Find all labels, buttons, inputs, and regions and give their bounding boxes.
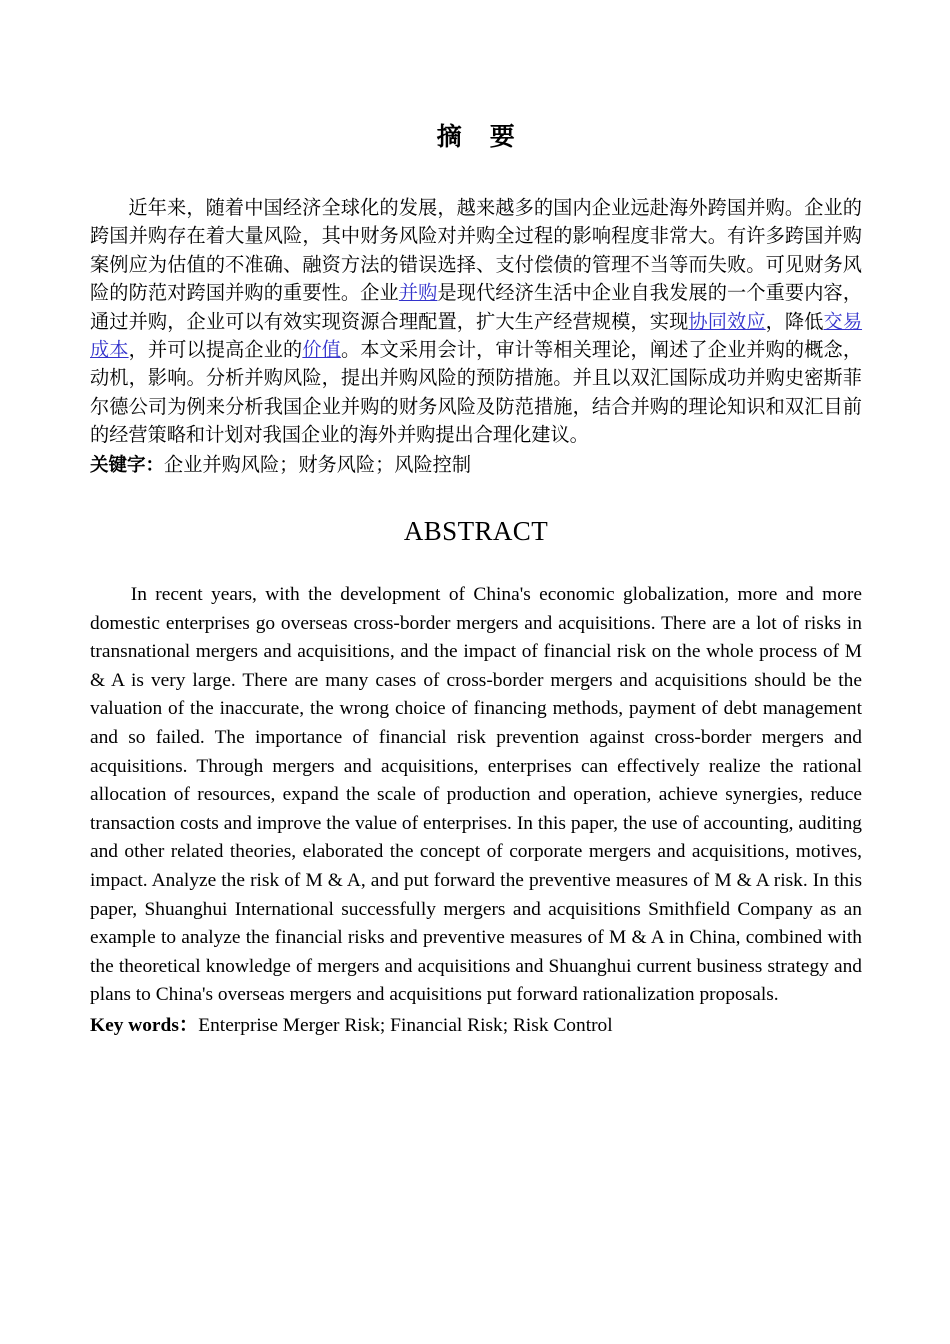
english-keywords-line [90, 1010, 862, 1041]
paragraph-text-run: 近年来，随着中国经济全球化的发展，越来越多的国内企业远赴海外跨国并购。企业的跨国并购存在着大量风险，其中财务风险对并购全过程的影响程度非常大。有许多跨国并购案例应为估值的不准确、融资方法的错误选择、支付偿债的管理不当等而失败。可见财务风险的防范对跨国并购的重要性。企业 [90, 196, 862, 305]
chinese-abstract-title: 摘 要 [436, 122, 516, 151]
inline-hyperlink[interactable]: 协同效应 [688, 309, 766, 333]
english-keywords-label: Key words： [90, 1014, 199, 1036]
english-keywords-value: Enterprise Merger Risk; Financial Risk; Risk Control [198, 1014, 613, 1036]
chinese-keywords-value: 企业并购风险；财务风险；风险控制 [164, 452, 472, 476]
paragraph-text-run: 是现代经济生活中企业自我发展的一个重要内容，通过并购，企业可以有效实现资源合理配置，扩大生产经营规模，实现 [90, 281, 863, 333]
inline-hyperlink[interactable]: 价值 [302, 338, 341, 362]
paragraph-text-run: 。本文采用会计，审计等相关理论，阐述了企业并购的概念，动机，影响。分析并购风险，提出并购风险的预防措施。并且以双汇国际成功并购史密斯菲尔德公司为例来分析我国企业并购的财务风险及防范措施，结合并购的理论知识和双汇目前的经营策略和计划对我国企业的海外并购提出合理化建议。 [90, 338, 863, 447]
inline-hyperlink[interactable]: 交易成本 [90, 309, 863, 362]
chinese-keywords-label: 关键字： [90, 454, 165, 476]
paragraph-text-run: ，降低 [765, 309, 824, 333]
chinese-abstract-paragraph [90, 152, 862, 450]
paragraph-text-run: ，并可以提高企业的 [128, 338, 303, 362]
english-abstract-paragraph: In recent years, with the development of China's economic globalization, more and more domestic enterprises go overseas cross-border mergers and acquisitions. There are a lot of risks in transnational mergers and acquisitions, and the impact of financial risk on the whole process of M & A is very large. There are many cases of cross-border mergers and acquisitions should be the valuation of the inaccurate, the wrong choice of financing methods, payment of debt management and so failed. The importance of financial risk prevention against cross-border mergers and acquisitions. Through mergers and acquisitions, enterprises can effectively realize the rational allocation of resources, expand the scale of production and operation, achieve synergies, reduce transaction costs and improve the value of enterprises. In this paper, the use of accounting, auditing and other related theories, elaborated the concept of corporate mergers and acquisitions, motives, impact. Analyze the risk of M & A, and put forward the preventive measures of M & A risk. In this paper, Shuanghui International successfully mergers and acquisitions Smithfield Company as an example to analyze the financial risks and preventive measures of M & A in China, combined with the theoretical knowledge of mergers and acquisitions and Shuanghui current business strategy and plans to China's overseas mergers and acquisitions put forward rationalization proposals. [90, 584, 862, 1006]
page-content [90, 0, 862, 1041]
english-abstract-title: ABSTRACT [403, 516, 549, 547]
chinese-keywords-line [90, 450, 862, 480]
inline-hyperlink[interactable]: 并购 [398, 281, 438, 305]
